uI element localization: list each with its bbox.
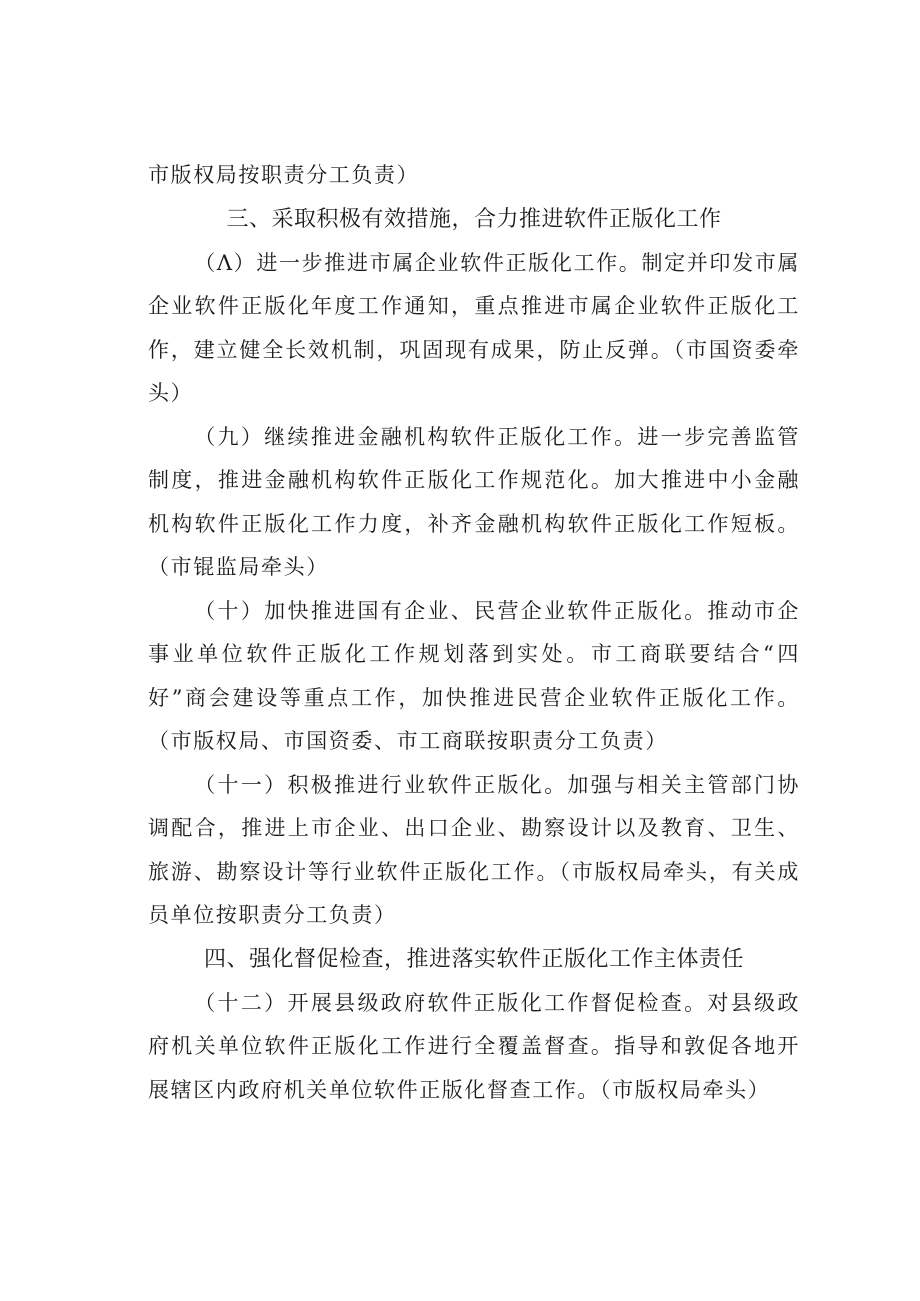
- section-heading-3: 三、采取积极有效措施，合力推进软件正版化工作: [226, 206, 722, 232]
- paragraph-item-11: （十一）积极推进行业软件正版化。加强与相关主管部门协调配合，推进上市企业、出口企业、勘察设计以及教育、卫生、旅游、勘察设计等行业软件正版化工作。（市版权局牵头，有关成员单位按职责分工负责）: [148, 772, 800, 927]
- paragraph-item-9: （九）继续推进金融机构软件正版化工作。进一步完善监管制度，推进金融机构软件正版化工作规范化。加大推进中小金融机构软件正版化工作力度，补齐金融机构软件正版化工作短板。（市锟监局牵头）: [148, 424, 800, 579]
- paragraph-item-8: （Λ）进一步推进市属企业软件正版化工作。制定并印发市属企业软件正版化年度工作通知，重点推进市属企业软件正版化工作，建立健全长效机制，巩固现有成果，防止反弹。（市国资委牵头）: [148, 250, 800, 405]
- continuation-paragraph: 市版权局按职责分工负责）: [148, 163, 420, 187]
- paragraph-item-10: （十）加快推进国有企业、民营企业软件正版化。推动市企事业单位软件正版化工作规划落到实处。市工商联要结合“四好”商会建设等重点工作，加快推进民营企业软件正版化工作。（市版权局、市国资委、市工商联按职责分工负责）: [148, 598, 800, 753]
- document-body: [148, 154, 800, 1112]
- section-heading-4: 四、强化督促检查，推进落实软件正版化工作主体责任: [203, 946, 744, 972]
- paragraph-item-12: （十二）开展县级政府软件正版化工作督促检查。对县级政府机关单位软件正版化工作进行全覆盖督查。指导和敦促各地开展辖区内政府机关单位软件正版化督查工作。（市版权局牵头）: [148, 990, 800, 1102]
